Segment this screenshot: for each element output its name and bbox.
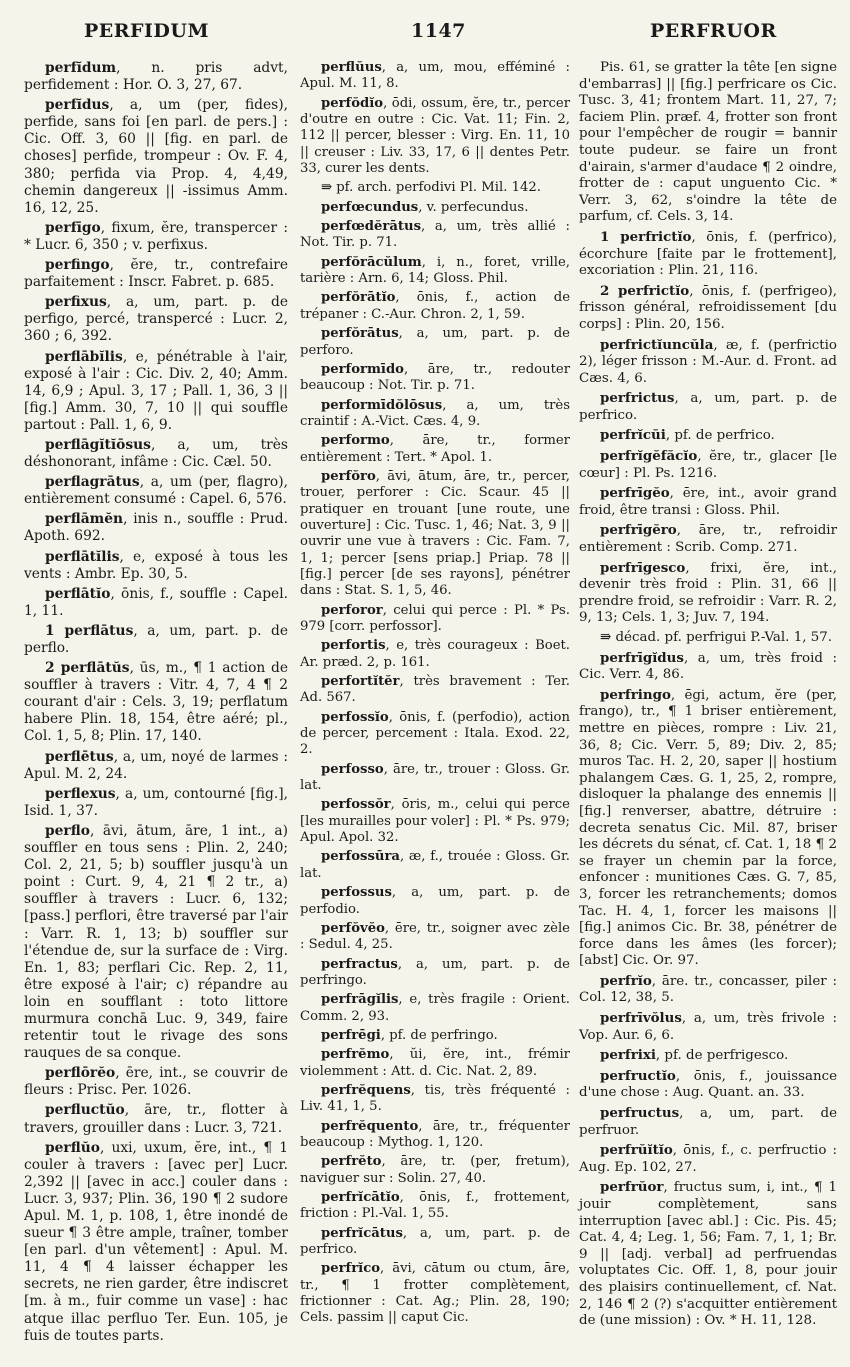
dictionary-entry: perfrĭo, āre. tr., concasser, piler : Col. 12, 38, 5.	[579, 972, 837, 1006]
dictionary-entry: perfœdĕrātus, a, um, très allié : Not. Tir. p. 71.	[300, 219, 570, 251]
headword: perfŏvĕo	[321, 920, 385, 936]
headword: perfœcundus	[321, 199, 419, 215]
dictionary-entry: perfortis, e, très courageux : Boet. Ar. præd. 2, p. 161.	[300, 638, 570, 670]
dictionary-entry: perfrŭor, fructus sum, i, int., ¶ 1 jouir complètement, sans interruption [avec abl.] : Cic. Pis. 45; Cat. 4, 4; Leg. 1, 56; Fam. 7, 1, 1; Br. 9 || [adj. verbal] ad perfruendas voluptates Cic. Off. 1, 8, pour jouir des plaisirs continuellement, cf. Nat. 2, 146 ¶ 2 (?) s'acquitter entièrement de (une mission) : Ov. * H. 11, 128.	[579, 1179, 837, 1329]
dictionary-entry: perfŏdĭo, ōdi, ossum, ĕre, tr., percer d'outre en outre : Cic. Vat. 11; Fin. 2, 112 || percer, blesser : Virg. En. 11, 10 || creuser : Liv. 33, 17, 6 || dentes Petr. 33, curer les dents.	[300, 95, 570, 177]
headword: perfructus	[600, 1105, 680, 1122]
dictionary-entry: perfossŏr, ōris, m., celui qui perce [les murailles pour voler] : Pl. * Ps. 979; Apul. Apol. 32.	[300, 797, 570, 846]
dictionary-entry: perflātĭo, ōnis, f., souffle : Capel. 1, 11.	[24, 585, 288, 619]
headword: perflāgĭtĭōsus	[45, 436, 151, 453]
dictionary-entry: perfrŭĭtĭo, ōnis, f., c. perfructio : Aug. Ep. 102, 27.	[579, 1142, 837, 1175]
headword: perflētus	[45, 748, 114, 765]
headword: perfrĭcŭi	[600, 427, 666, 444]
headword: perfossĭo	[321, 709, 389, 725]
headword: perfrĭcātus	[321, 1225, 403, 1241]
headword: perfrĭcātĭo	[321, 1190, 400, 1205]
dictionary-entry: perfīgo, fixum, ĕre, transpercer : * Lucr. 6, 350 ; v. perfixus.	[24, 219, 288, 253]
headword: perfrĕmo	[321, 1047, 390, 1063]
dictionary-entry: perfŏvĕo, ēre, tr., soigner avec zèle : Sedul. 4, 25.	[300, 920, 570, 953]
headword: perfrŭĭtĭo	[600, 1142, 673, 1159]
headword: 1 perflātus	[45, 622, 134, 639]
headword: perfixus	[45, 294, 107, 311]
headword: perfrĕquento	[321, 1118, 419, 1134]
headword: perfrĭo	[600, 972, 652, 989]
headword: 2 perfrictĭo	[600, 282, 690, 299]
page-number: 1147	[411, 20, 466, 42]
headword: perflagrātus	[45, 474, 140, 491]
dictionary-entry: perfrīgesco, frixi, ĕre, int., devenir très froid : Plin. 31, 66 || prendre froid, se refroidir : Varr. R. 2, 9, 13; Cels. 1, 3; Juv. 7, 194.	[579, 559, 837, 626]
header-left-headword: PERFIDUM	[84, 20, 210, 42]
headword: perfrīgĭdus	[600, 649, 684, 666]
headword: perfŏdĭo	[321, 95, 384, 111]
headword: perfrīvŏlus	[600, 1010, 682, 1027]
dictionary-entry: perfossĭo, ōnis, f. (perfodio), action de percer, percement : Itala. Exod. 22, 2.	[300, 709, 570, 758]
dictionary-entry: perfrĭcātus, a, um, part. p. de perfrico.	[300, 1225, 570, 1258]
headword: perfŏrātus	[321, 326, 399, 342]
dictionary-entry: perflŭus, a, um, mou, efféminé : Apul. M. 11, 8.	[300, 60, 570, 92]
dictionary-entry: perfrĕmo, ŭi, ĕre, int., frémir violemment : Att. d. Cic. Nat. 2, 89.	[300, 1047, 570, 1079]
dictionary-entry: perfŏrācŭlum, i, n., foret, vrille, tarière : Arn. 6, 14; Gloss. Phil.	[300, 254, 570, 287]
dictionary-entry: perflābĭlis, e, pénétrable à l'air, exposé à l'air : Cic. Div. 2, 40; Amm. 14, 6,9 ; Apul. 3, 17 ; Pall. 1, 36, 3 || [fig.] Amm. 30, 7, 10 || qui souffle partout : Pall. 1, 6, 9.	[24, 348, 288, 433]
headword: performīdo	[321, 361, 404, 377]
dictionary-entry: perfrīgĕo, ēre, int., avoir grand froid, être transi : Gloss. Phil.	[579, 485, 837, 518]
dictionary-entry: perfrĕquens, tis, très fréquenté : Liv. 41, 1, 5.	[300, 1082, 570, 1115]
dictionary-entry: 1 perflātus, a, um, part. p. de perflo.	[24, 622, 288, 656]
dictionary-entry: perflāmĕn, inis n., souffle : Prud. Apoth. 692.	[24, 511, 288, 545]
headword: perflexus	[45, 785, 116, 802]
dictionary-entry: perfingo, ĕre, tr., contrefaire parfaitement : Inscr. Fabret. p. 685.	[24, 257, 288, 291]
dictionary-entry: perfœcundus, v. perfecundus.	[321, 199, 529, 215]
headword: perfractus	[321, 956, 398, 972]
dictionary-entry: perflagrātus, a, um (per, flagro), entièrement consumé : Capel. 6, 576.	[24, 474, 288, 508]
headword: perfœdĕrātus	[321, 219, 421, 235]
headword: perfossŏr	[321, 797, 391, 813]
dictionary-entry: perfractus, a, um, part. p. de perfringo.	[300, 956, 570, 988]
dictionary-entry: perfrīvŏlus, a, um, très frivole : Vop. Aur. 6, 6.	[579, 1010, 837, 1043]
headword: 2 perflātŭs	[45, 660, 130, 677]
headword: perfortis	[321, 638, 386, 654]
dictionary-entry: perfrīgĭdus, a, um, très froid : Cic. Verr. 4, 86.	[579, 649, 837, 683]
headword: perfrāgĭlis	[321, 992, 399, 1008]
dictionary-entry: performīdŏlōsus, a, um, très craintif : A.-Vict. Cæs. 4, 9.	[300, 397, 570, 429]
headword: perfortĭtĕr	[321, 674, 400, 690]
dictionary-entry: perfrĕto, āre, tr. (per, fretum), naviguer sur : Solin. 27, 40.	[300, 1154, 570, 1186]
headword: perfrĭgĕfăcĭo	[600, 448, 698, 465]
headword: perfrēgi	[321, 1027, 381, 1043]
dictionary-entry: perfluctŭo, āre, tr., flotter à travers, grouiller dans : Lucr. 3, 721.	[24, 1102, 288, 1136]
column-left	[24, 60, 288, 1348]
headword: perforor	[321, 602, 383, 618]
dictionary-entry: perflāgĭtĭōsus, a, um, très déshonorant, infâme : Cic. Cæl. 50.	[24, 436, 288, 471]
dictionary-entry: performīdo, āre, tr., redouter beaucoup : Not. Tir. p. 71.	[300, 361, 570, 394]
dictionary-entry: 2 perflātŭs, ūs, m., ¶ 1 action de souffler à travers : Vitr. 4, 7, 4 ¶ 2 courant d'air : Cels. 3, 19; perflatum habere Plin. 18, 154, être aéré; pl., Col. 1, 5, 8; Plin. 17, 140.	[24, 660, 288, 745]
dictionary-entry: perfŏrātus, a, um, part. p. de perforo.	[300, 326, 570, 358]
dictionary-entry: perfossūra, æ, f., trouée : Gloss. Gr. lat.	[300, 849, 570, 881]
dictionary-entry: perfrictĭuncŭla, æ, f. (perfrictio 2), léger frisson : M.-Aur. d. Front. ad Cæs. 4, 6.	[579, 336, 837, 386]
dictionary-entry: 2 perfrictĭo, ōnis, f. (perfrigeo), frisson général, refroidissement [du corps] : Plin. 20, 156.	[579, 282, 837, 332]
headword: perfossūra	[321, 849, 400, 865]
headword: perflōrĕo	[45, 1065, 116, 1082]
dictionary-entry: perfŏro, āvi, ātum, āre, tr., percer, trouer, perforer : Cic. Scaur. 45 || pratiquer en trouant [une route, une ouverture] : Cic. Tusc. 1, 46; Nat. 3, 9 || ouvrir une vue à travers : Cic. Fam. 7, 1, 1; percer [sens priap.] Priap. 78 || [fig.] percer [de ses rayons], pénétrer dans : Stat. S. 1, 5, 46.	[300, 468, 570, 599]
headword: perfŏro	[321, 468, 376, 484]
dictionary-entry: perfortĭtĕr, très bravement : Ter. Ad. 567.	[300, 674, 570, 706]
column-middle	[300, 60, 570, 1330]
headword: perfrixi	[600, 1047, 656, 1064]
headword: perfossus	[321, 885, 392, 901]
dictionary-entry: performo, āre, tr., former entièrement : Tert. * Apol. 1.	[300, 433, 570, 465]
headword: perflŭo	[45, 1139, 100, 1156]
dictionary-entry: perfŏrātĭo, ōnis, f., action de trépaner : C.-Aur. Chron. 2, 1, 59.	[300, 290, 570, 322]
headword: performīdŏlōsus	[321, 397, 443, 413]
dictionary-entry: perfrĭcātĭo, ōnis, f., frottement, friction : Pl.-Val. 1, 55.	[300, 1190, 570, 1222]
dictionary-entry: perflo, āvi, ātum, āre, 1 int., a) souffler en tous sens : Plin. 2, 240; Col. 2, 21, 5; b) souffler jusqu'à un point : Curt. 9, 4, 21 ¶ 2 tr., a) souffler à travers : Lucr. 6, 132; [pass.] perflori, être traversé par l'air : Varr. R. 1, 13; b) souffler sur l'étendue de, sur la surface de : Virg. En. 1, 83; perflari Cic. Rep. 2, 11, être exposé à l'air; c) répandre au loin en soufflant : toto littore murmura conchā Luc. 9, 349, faire retentir tout le rivage des sons rauques de sa conque.	[24, 822, 288, 1062]
headword: perfrictus	[600, 390, 675, 407]
headword: perfrīgĕro	[600, 522, 677, 539]
headword: perfĭdus	[45, 97, 110, 114]
headword: perfrĕquens	[321, 1082, 411, 1098]
dictionary-entry: perfrāgĭlis, e, très fragile : Orient. Comm. 2, 93.	[300, 992, 570, 1024]
headword: perfrīgĕo	[600, 485, 670, 502]
dictionary-entry: perfrixi, pf. de perfrigesco.	[600, 1047, 789, 1064]
headword: perfluctŭo	[45, 1102, 125, 1119]
dictionary-entry: perflexus, a, um, contourné [fig.], Isid. 1, 37.	[24, 785, 288, 819]
dictionary-entry: perflētus, a, um, noyé de larmes : Apul. M. 2, 24.	[24, 748, 288, 782]
headword: perflātĭo	[45, 585, 111, 602]
headword: perflātĭlis	[45, 548, 120, 565]
dictionary-entry: perfĭdum, n. pris advt, perfidement : Hor. O. 3, 27, 67.	[24, 60, 288, 94]
dictionary-entry: perfructus, a, um, part. de perfruor.	[579, 1105, 837, 1138]
running-header	[0, 20, 850, 50]
dictionary-entry: perflŭo, uxi, uxum, ĕre, int., ¶ 1 couler à travers : [avec per] Lucr. 2,392 || [avec in acc.] couler dans : Lucr. 3, 937; Plin. 36, 190 ¶ 2 sudore Apul. M. 1, p. 108, 1, être inondé de sueur ¶ 3 être ample, traîner, tomber [en parl. d'un vêtement] : Apul. M. 11, 4 ¶ 4 laisser échapper les secrets, ne rien garder, être indiscret [m. à m., fuir comme un vase] : hac atque illac perfluo Ter. Eun. 105, je fuis de toutes parts.	[24, 1139, 288, 1344]
headword: perfrŭor	[600, 1179, 664, 1196]
dictionary-entry: 1 perfrictĭo, ōnis, f. (perfrico), écorchure [faite par le frottement], excoriation : Plin. 21, 116.	[579, 228, 837, 279]
headword: perflāmĕn	[45, 511, 124, 528]
headword: perfringo	[600, 686, 671, 703]
dictionary-entry: perfosso, āre, tr., trouer : Gloss. Gr. lat.	[300, 761, 570, 794]
dictionary-entry: ⇛ décad. pf. perfrigui P.-Val. 1, 57.	[600, 630, 833, 645]
headword: perfosso	[321, 761, 384, 777]
headword: perfŏrācŭlum	[321, 254, 422, 270]
dictionary-entry: Pis. 61, se gratter la tête [en signe d'embarras] || [fig.] perfricare os Cic. Tusc. 3, 41; frontem Mart. 11, 27, 7; faciem Plin. præf. 4, frotter son front pour l'empêcher de rougir = bannir toute pudeur. se faire un front d'airain, s'armer d'audace ¶ 2 oindre, frotter de : caput unguento Cic. * Verr. 3, 62, s'oindre la tête de parfum, cf. Cels. 3, 14.	[579, 60, 837, 225]
headword: perfingo	[45, 257, 110, 274]
dictionary-entry: perfrĕquento, āre, tr., fréquenter beaucoup : Mythog. 1, 120.	[300, 1118, 570, 1150]
dictionary-entry: perflātĭlis, e, exposé à tous les vents : Ambr. Ep. 30, 5.	[24, 548, 288, 582]
dictionary-entry: perfringo, ēgi, actum, ĕre (per, frango), tr., ¶ 1 briser entièrement, mettre en pièces, rompre : Liv. 21, 36, 8; Cic. Verr. 5, 89; Div. 2, 85; muros Tac. H. 2, 20, saper || hostium phalangem Cæs. G. 1, 25, 2, rompre, disloquer la phalange des ennemis || [fig.] renverser, abattre, détruire : decreta senatus Cic. Mil. 87, briser les décrets du sénat, cf. Cat. 1, 18 ¶ 2 se frayer un chemin par la force, enfoncer : munitiones Cæs. G. 7, 85, 3, forcer les retranchements; domos Tac. H. 4, 1, forcer les maisons || [fig.] animos Cic. Br. 38, pénétrer de force dans les âmes (les forcer); [abst] Cic. Or. 97.	[579, 686, 837, 969]
headword: perflo	[45, 822, 90, 839]
headword: perfīgo	[45, 219, 101, 236]
headword: perfructĭo	[600, 1067, 676, 1084]
dictionary-entry: perfrīgĕro, āre, tr., refroidir entièrement : Scrib. Comp. 271.	[579, 522, 837, 556]
dictionary-entry: perforor, celui qui perce : Pl. * Ps. 979 [corr. perfossor].	[300, 602, 570, 634]
headword: 1 perfrictĭo	[600, 228, 692, 245]
dictionary-entry: perfructĭo, ōnis, f., jouissance d'une chose : Aug. Quant. an. 33.	[579, 1067, 837, 1101]
headword: performo	[321, 433, 390, 449]
dictionary-entry: perfrictus, a, um, part. p. de perfrico.	[579, 390, 837, 423]
headword: perfrīgesco	[600, 559, 686, 576]
dictionary-entry: perfrēgi, pf. de perfringo.	[321, 1027, 498, 1043]
headword: perfrĭco	[321, 1261, 381, 1277]
dictionary-entry: perfrĭgĕfăcĭo, ĕre, tr., glacer [le cœur] : Pl. Ps. 1216.	[579, 448, 837, 481]
dictionary-entry: perfĭdus, a, um (per, fides), perfide, sans foi [en parl. de pers.] : Cic. Off. 3, 60 || [fig. en parl. de choses] perfide, trompeur : Ov. F. 4, 380; perfida via Prop. 4, 4,49, chemin dangereux || -issimus Amm. 16, 12, 25.	[24, 97, 288, 216]
dictionary-entry: perflōrĕo, ēre, int., se couvrir de fleurs : Prisc. Per. 1026.	[24, 1065, 288, 1099]
column-right	[579, 60, 837, 1333]
header-right-headword: PERFRUOR	[650, 20, 777, 42]
headword: perfrĕto	[321, 1154, 382, 1170]
headword: perfrictĭuncŭla	[600, 336, 714, 353]
headword: perfĭdum	[45, 60, 117, 76]
headword: perflābĭlis	[45, 348, 123, 365]
dictionary-entry: perfrĭco, āvi, cātum ou ctum, āre, tr., ¶ 1 frotter complètement, frictionner : Cat. Ag.; Plin. 28, 190; Cels. passim || caput Cic.	[300, 1261, 570, 1326]
headword: perfŏrātĭo	[321, 290, 396, 306]
dictionary-entry: perfossus, a, um, part. p. de perfodio.	[300, 885, 570, 917]
dictionary-entry: perfixus, a, um, part. p. de perfigo, percé, transpercé : Lucr. 2, 360 ; 6, 392.	[24, 294, 288, 345]
dictionary-entry: perfrĭcŭi, pf. de perfrico.	[600, 427, 775, 444]
dictionary-entry: ⇛ pf. arch. perfodivi Pl. Mil. 142.	[321, 180, 541, 196]
headword: perflŭus	[321, 60, 382, 75]
